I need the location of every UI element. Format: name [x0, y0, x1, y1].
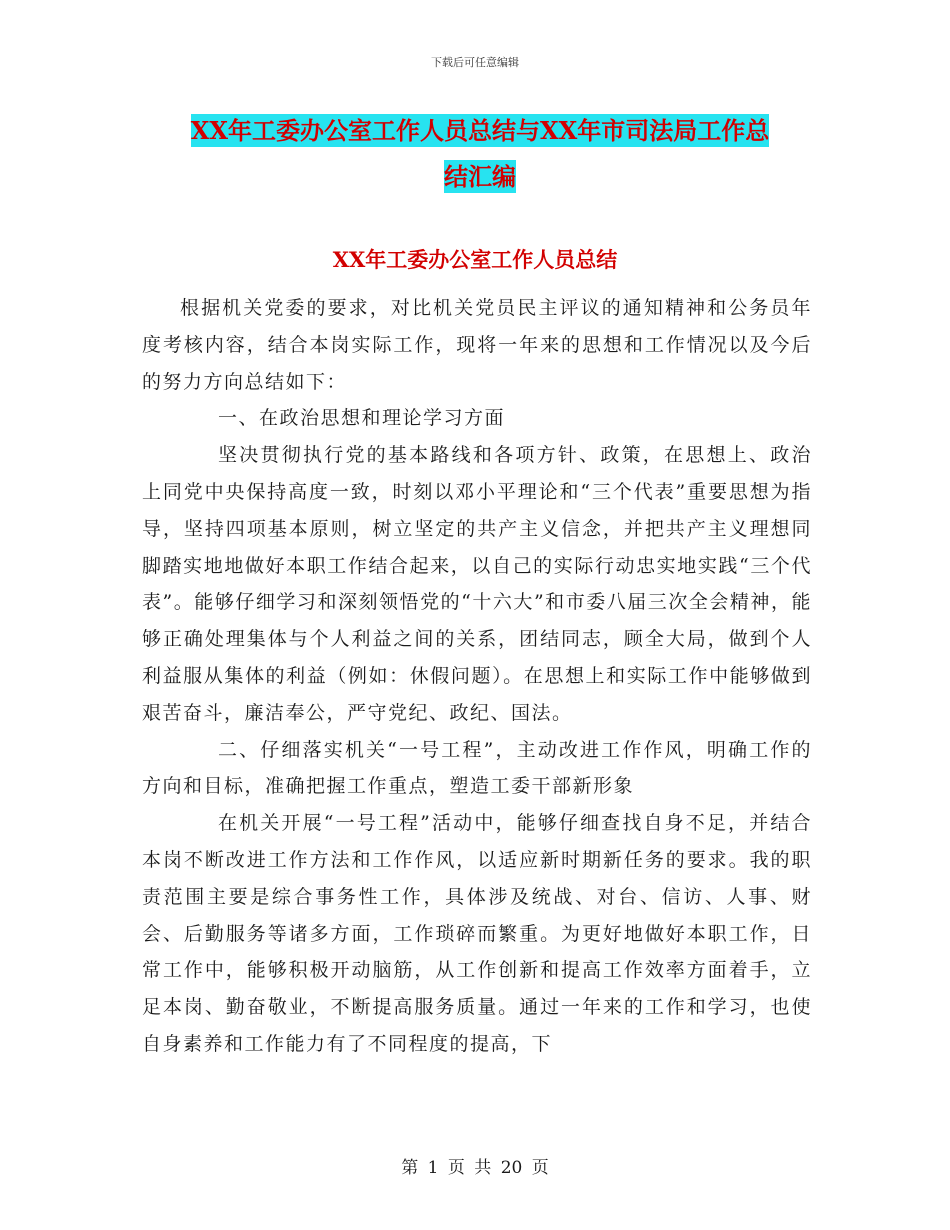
- document-body: [142, 290, 812, 1063]
- header-note: 下载后可任意编辑: [431, 56, 519, 69]
- paragraph-intro: 根据机关党委的要求，对比机关党员民主评议的通知精神和公务员年度考核内容，结合本岗实际工作，现将一年来的思想和工作情况以及今后的努力方向总结如下：: [142, 297, 812, 393]
- section-title: XX年工委办公室工作人员总结: [332, 247, 618, 272]
- document-title-line-1: XX年工委办公室工作人员总结与XX年市司法局工作总: [190, 116, 770, 145]
- heading-political-study: 一、在政治思想和理论学习方面: [218, 407, 506, 430]
- heading-work-style: 二、仔细落实机关“一号工程”，主动改进工作作风，明确工作的方向和目标，准确把握工作重点，塑造工委干部新形象: [142, 738, 812, 798]
- document-title: [140, 108, 820, 200]
- document-title-line-2: 结汇编: [444, 162, 516, 191]
- page-footer: 第 1 页 共 20 页: [401, 1158, 549, 1178]
- paragraph-work-style: 在机关开展“一号工程”活动中，能够仔细查找自身不足，并结合本岗不断改进工作方法和工作作风，以适应新时期新任务的要求。我的职责范围主要是综合事务性工作，具体涉及统战、对台、信访、人事、财会、后勤服务等诸多方面，工作琐碎而繁重。为更好地做好本职工作，日常工作中，能够积极开动脑筋，从工作创新和提高工作效率方面着手，立足本岗、勤奋敬业，不断提高服务质量。通过一年来的工作和学习，也使自身素养和工作能力有了不同程度的提高，下: [142, 812, 812, 1055]
- paragraph-political-study: 坚决贯彻执行党的基本路线和各项方针、政策，在思想上、政治上同党中央保持高度一致，时刻以邓小平理论和“三个代表”重要思想为指导，坚持四项基本原则，树立坚定的共产主义信念，并把共产主义理想同脚踏实地地做好本职工作结合起来，以自己的实际行动忠实地实践“三个代表”。能够仔细学习和深刻领悟党的“十六大”和市委八届三次全会精神，能够正确处理集体与个人利益之间的关系，团结同志，顾全大局，做到个人利益服从集体的利益（例如：休假问题）。在思想上和实际工作中能够做到艰苦奋斗，廉洁奉公，严守党纪、政纪、国法。: [142, 444, 812, 724]
